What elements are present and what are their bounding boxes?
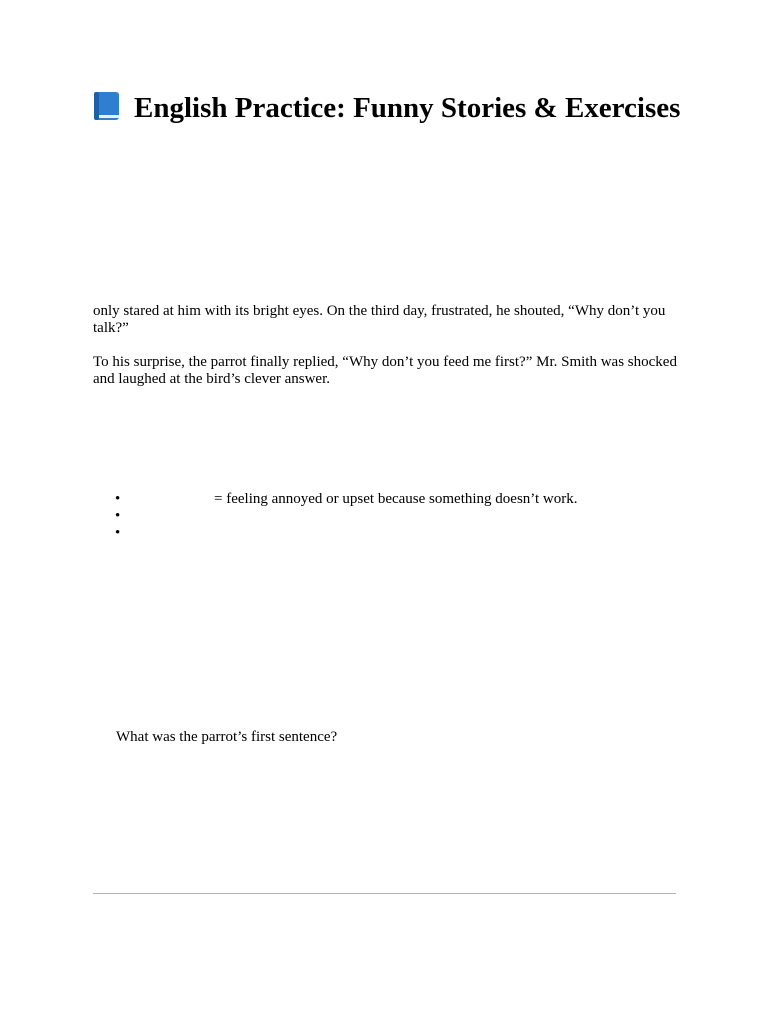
- bullet-icon: •: [115, 491, 121, 507]
- horizontal-divider: [93, 893, 676, 894]
- vocabulary-item: [93, 525, 683, 542]
- story-paragraph: To his surprise, the parrot finally replied, “Why don’t you feed me first?” Mr. Smith was shocked and laughed at the bird’s clever answer.: [93, 354, 677, 387]
- bullet-icon: •: [115, 525, 121, 541]
- book-icon: [93, 91, 120, 121]
- story-paragraph: only stared at him with its bright eyes. On the third day, frustrated, he shouted, “Why don’t you talk?”: [93, 303, 666, 336]
- vocabulary-list: [93, 491, 683, 542]
- vocabulary-item: [93, 508, 683, 525]
- page-title: [93, 91, 693, 125]
- bullet-icon: •: [115, 508, 121, 524]
- page-title-text: English Practice: Funny Stories & Exercises: [134, 92, 681, 124]
- vocabulary-definition: = feeling annoyed or upset because something doesn’t work.: [214, 491, 578, 507]
- comprehension-question: What was the parrot’s first sentence?: [116, 729, 338, 745]
- vocabulary-item: [93, 491, 683, 508]
